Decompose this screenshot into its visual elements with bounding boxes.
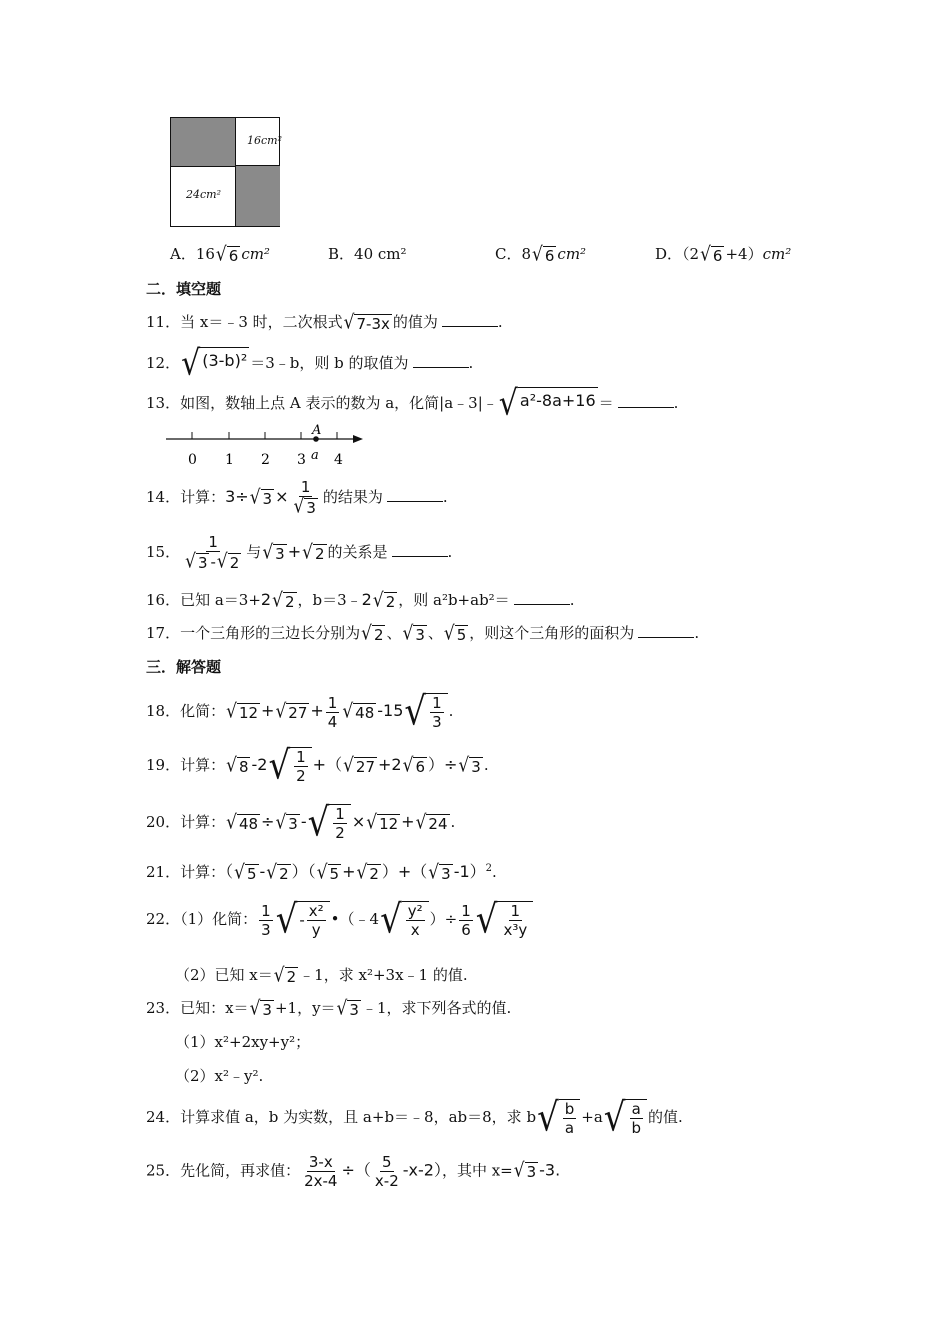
question-19: 19．计算： √ 8 -2 √ $\frac{1}{2}$ +（ √ 27 +2 √ 6 ）÷ √ 3 .: [146, 743, 489, 789]
question-25: 25．先化简，再求值： $\frac{3-x}{2x-4}$ ÷（ $\frac{5}{x-2}$ -x-2），其中 x= √ 3 -3.: [146, 1153, 561, 1190]
question-23: 23．已知：x＝ √ 3 +1，y＝ √ 3 ﹣1，求下列各式的值.: [146, 996, 512, 1020]
answer-blank[interactable]: [392, 543, 448, 557]
question-23-part-1: （1）x²+2xy+y²；: [175, 1033, 311, 1051]
shaded-square-bottom-right: [236, 166, 280, 226]
tick-label: 2: [261, 452, 270, 468]
label-16cm2: 16cm²: [247, 134, 282, 147]
question-22-part-2: （2）已知 x＝ √ 2 ﹣1，求 x²+3x﹣1 的值.: [175, 963, 468, 987]
section-answer: 三．解答题: [146, 658, 222, 676]
question-13: 13．如图，数轴上点 A 表示的数为 a，化简|a﹣3|﹣ √ a²-8a+16 ＝ .: [146, 383, 679, 424]
tick-label: 4: [334, 452, 343, 468]
label-24cm2: 24cm²: [186, 188, 221, 201]
option-d: D．（2 √ 6 +4）cm²: [655, 242, 792, 266]
answer-blank[interactable]: [387, 488, 443, 502]
number-line: [160, 420, 370, 470]
point-value: a: [311, 448, 319, 463]
area-figure: [170, 117, 280, 227]
question-23-part-2: （2）x²﹣y².: [175, 1067, 264, 1085]
question-11: 11．当 x＝﹣3 时，二次根式 √ 7-3x 的值为 .: [146, 310, 503, 334]
question-24: 24．计算求值 a，b 为实数，且 a+b＝﹣8，ab＝8，求 b √ $\frac{b}{a}$ +a √ $\frac{a}{b}$ 的值.: [146, 1095, 683, 1141]
shaded-square-top-left: [171, 118, 236, 167]
question-18: 18．化简： √ 12 + √ 27 + $\frac{1}{4}$ √ 48 -15 √ $\frac{1}{3}$ .: [146, 689, 454, 735]
question-22: 22．（1）化简： $\frac{1}{3}$ √ - $\frac{\text{x²}}{y}$ •（﹣4 √ $\frac{\text{y²}}{x}$ ）÷ $\frac{1}{6}$ √ $\frac{1}{\text{x³y}}$: [146, 900, 534, 940]
option-c: C．8 √ 6 cm²: [495, 242, 587, 266]
tick-label: 3: [297, 452, 306, 468]
white-square-bottom-left: [171, 166, 236, 226]
white-square-top-right: [235, 118, 280, 166]
question-14: 14．计算：3÷ √ 3 × 1 √ 3 的结果为 .: [146, 478, 448, 519]
tick-label: 1: [225, 452, 234, 468]
section-fill-in: 二．填空题: [146, 280, 222, 298]
question-16: 16．已知 a＝3+2 √ 2 ，b＝3﹣2 √ 2 ，则 a²b+ab²＝ .: [146, 588, 575, 612]
answer-blank[interactable]: [413, 354, 469, 368]
option-b: B．40 cm²: [328, 245, 407, 263]
question-17: 17．一个三角形的三边长分别为 √ 2 、 √ 3 、 √ 5 ，则这个三角形的面积为 .: [146, 621, 700, 645]
tick-label: 0: [188, 452, 197, 468]
answer-blank[interactable]: [638, 624, 694, 638]
question-20: 20．计算： √ 48 ÷ √ 3 - √ $\frac{1}{2}$ × √ 12 + √ 24 .: [146, 800, 456, 846]
answer-blank[interactable]: [514, 591, 570, 605]
option-a: A．16 √ 6 cm²: [170, 242, 270, 266]
answer-blank[interactable]: [442, 313, 498, 327]
question-21: 21．计算：（ √ 5 - √ 2 ）（ √ 5 + √ 2 ）+（ √ 3 -1）$^2$.: [146, 860, 497, 884]
point-label: A: [312, 423, 322, 438]
question-15: 15． 1 √ 3 - √ 2 与 √ 3 + √ 2 的关系是 .: [146, 533, 453, 574]
answer-blank[interactable]: [618, 394, 674, 408]
question-12: 12． √ (3-b)² ＝3﹣b，则 b 的取值为 .: [146, 343, 474, 384]
